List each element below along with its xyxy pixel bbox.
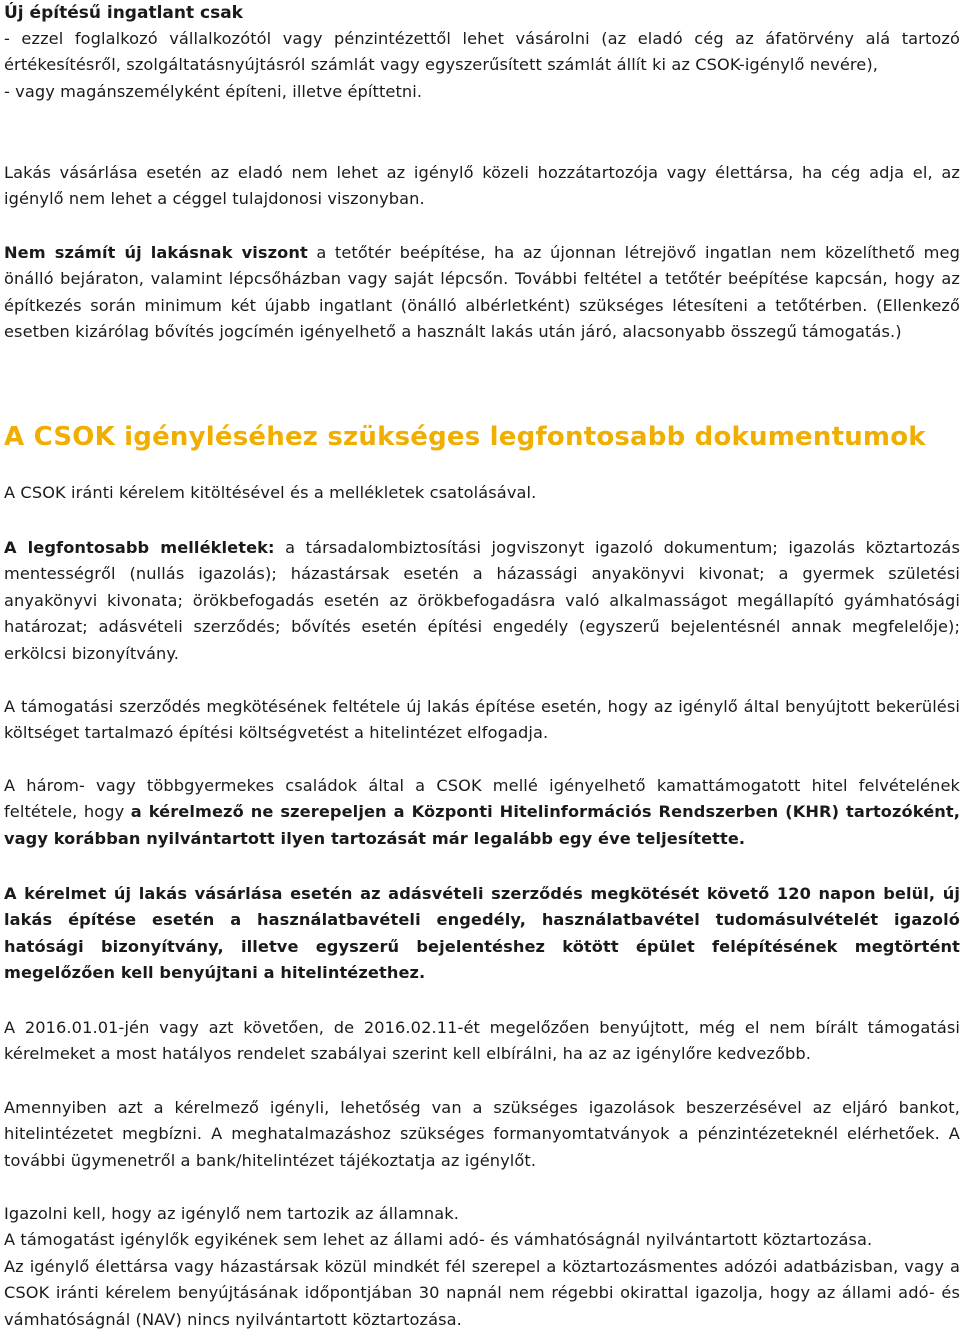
paragraph-attic-conversion [4, 240, 960, 346]
paragraph-no-state-debt: Igazolni kell, hogy az igénylő nem tartozik az államnak. [4, 1204, 459, 1223]
section-heading-documents: A CSOK igényléséhez szükséges legfontosabb dokumentumok [4, 422, 926, 452]
new-property-list [4, 26, 960, 105]
paragraph-interest-subsidy [4, 773, 960, 852]
attachments-bold-lead: A legfontosabb mellékletek: [4, 538, 275, 557]
interest-subsidy-lead: A három- vagy többgyermekes családok által a CSOK mellé igényelhető kamattámogatott hitel felvételének feltétele, hogy [4, 776, 960, 822]
paragraph-application-form: A CSOK iránti kérelem kitöltésével és a mellékletek csatolásával. [4, 483, 537, 502]
interest-subsidy-bold: a kérelmező ne szerepeljen a Központi Hitelinformációs Rendszerben (KHR) tartozóként, vagy korábban nyilvántartott ilyen tartozását már legalább egy éve teljesítette. [4, 802, 960, 848]
attic-bold-lead: Nem számít új lakásnak viszont [4, 243, 308, 262]
paragraph-2016-transition: A 2016.01.01-jén vagy azt követően, de 2016.02.11-ét megelőzően benyújtott, még el nem bírált támogatási kérelmeket a most hatályos rendelet szabályai szerint kell elbírálni, ha az az igénylőre kedvezőbb. [4, 1018, 960, 1064]
paragraph-support-contract: A támogatási szerződés megkötésének feltétele új lakás építése esetén, hogy az igénylő által benyújtott bekerülési költséget tartalmazó építési költségvetést a hitelintézet elfogadja. [4, 697, 960, 743]
paragraph-no-tax-arrears: A támogatást igénylők egyikének sem lehet az állami adó- és vámhatóságnál nyilvántartott köztartozása. [4, 1230, 873, 1250]
tax-debt-block [4, 1201, 960, 1333]
section-heading-new-property: Új építésű ingatlant csak [4, 3, 243, 23]
paragraph-nav-certificate: Az igénylő élettársa vagy házastársak közül mindkét fél szerepel a köztartozásmentes adózói adatbázisban, vagy a CSOK iránti kérelem benyújtásának időpontjában 30 napnál nem régebbi okirattal igazolja, hogy az állami adó- és vámhatóságnál (NAV) nincs nyilvántartott köztartozása. [4, 1256, 960, 1329]
paragraph-submission-deadline: A kérelmet új lakás vásárlása esetén az adásvételi szerződés megkötését követő 120 napon belül, új lakás építése esetén a használatbavételi engedély, használatbavétel tudomásulvételét igazoló hatósági bizonyítvány, illetve egyszerű bejelentéshez kötött épület felépítésének megtörtént megelőzően kell benyújtani a hitelintézethez. [4, 884, 960, 983]
list-item-contractor: - ezzel foglalkozó vállalkozótól vagy pénzintézettől lehet vásárolni (az eladó cég az áfatörvény alá tartozó értékesítésről, szolgáltatásnyújtásról számlát vagy egyszerűsített számlát állít ki az CSOK-igénylő nevére), [4, 29, 960, 75]
attic-rest: a tetőtér beépítése, ha az újonnan létrejövő ingatlan nem közelíthető meg önálló bejáraton, valamint lépcsőházban vagy saját lépcsőn. További feltétel a tetőtér beépítése kapcsán, hogy az építkezés során minimum két újabb ingatlant (önálló albérletként) szükséges létesíteni a tetőtérben. (Ellenkező esetben kizárólag bővítés jogcímén igényelhető a használt lakás után járó, alacsonyabb összegű támogatás.) [4, 243, 960, 342]
list-item-private-build: - vagy magánszemélyként építeni, illetve építtetni. [4, 81, 423, 101]
attachments-rest: a társadalombiztosítási jogviszonyt igazoló dokumentum; igazolás köztartozás mentességről (nullás igazolás); házastársak esetén a házassági anyakönyvi kivonat; a gyermek születési anyakönyvi kivonata; örökbefogadás esetén az örökbefogadásra való alkalmasságot megállapító gyámhatósági határozat; adásvételi szerződés; bővítés esetén építési engedély (egyszerű bejelentésnél annak megfelelője); erkölcsi bizonyítvány. [4, 538, 960, 663]
paragraph-bank-authorization: Amennyiben azt a kérelmező igényli, lehetőség van a szükséges igazolások beszerzésével az eljáró bankot, hitelintézetet megbízni. A meghatalmazáshoz szükséges formanyomtatványok a pénzintézeteknél elérhetőek. A további ügymenetről a bank/hitelintézet tájékoztatja az igénylőt. [4, 1098, 960, 1170]
paragraph-attachments [4, 535, 960, 667]
paragraph-purchase-conditions: Lakás vásárlása esetén az eladó nem lehet az igénylő közeli hozzátartozója vagy élettársa, ha cég adja el, az igénylő nem lehet a céggel tulajdonosi viszonyban. [4, 163, 960, 209]
